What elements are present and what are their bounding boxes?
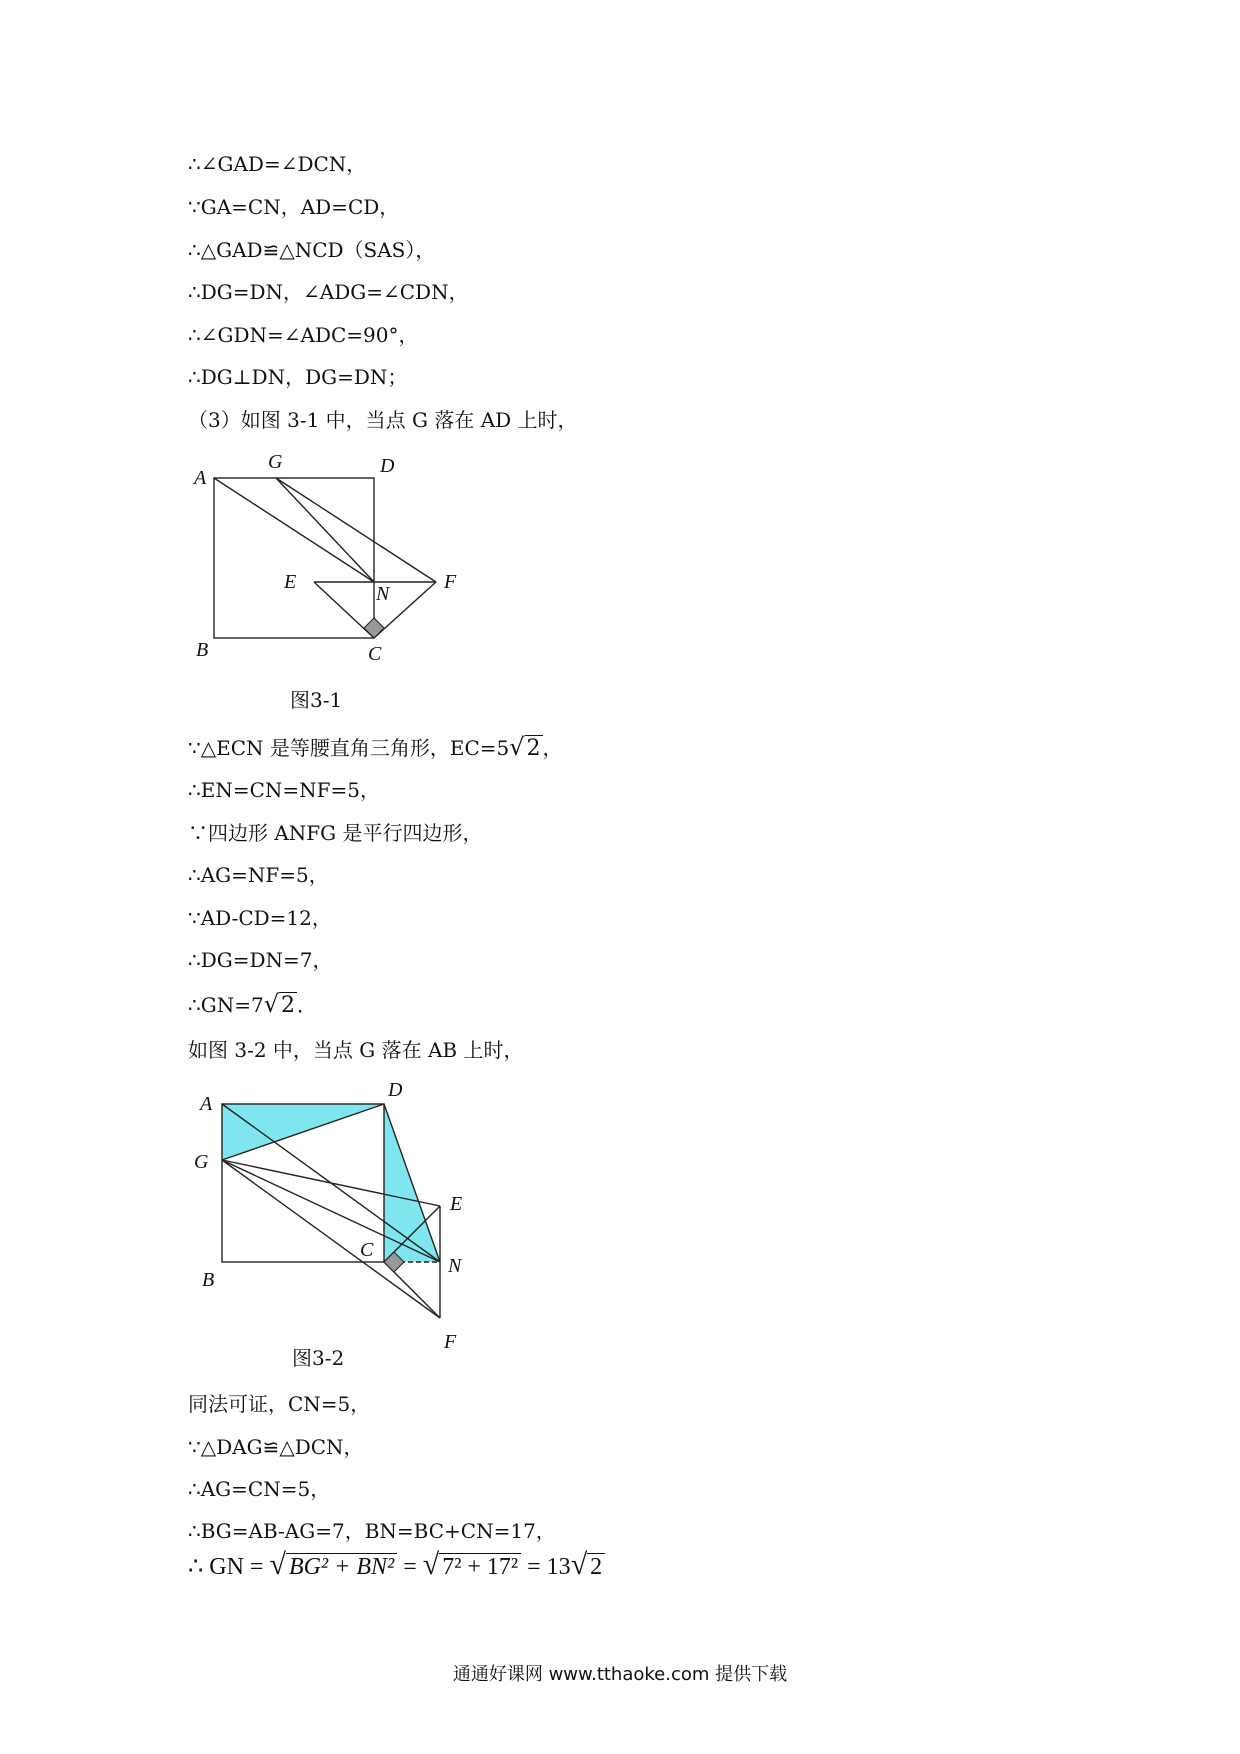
fig1-label-F: F [444,571,457,593]
proof-line-11: ∴AG=NF=5， [188,863,329,887]
fig2-label-B: B [202,1269,215,1291]
page-footer: 通通好课网 www.tthaoke.com 提供下载 [452,1664,788,1685]
proof-line-2: ∵GA=CN，AD=CD， [188,195,400,219]
proof-line-10: ∵四边形 ANFG 是平行四边形， [188,821,483,845]
sqrt-symbol: √ [269,1548,286,1581]
fig2-label-E: E [450,1193,463,1215]
fig2-label-N: N [448,1255,462,1277]
figure-3-2-caption: 图3-2 [292,1346,345,1370]
proof-line-19: ∴BG=AB-AG=7，BN=BC+CN=17， [188,1519,556,1543]
proof-line-12: ∵AD-CD=12， [188,906,332,930]
fig1-label-G: G [268,451,283,473]
fig2-label-C: C [360,1239,374,1261]
part3-intro: （3）如图 3-1 中，当点 G 落在 AD 上时， [188,408,578,432]
proof-line-16: 同法可证，CN=5， [188,1392,371,1416]
sqrt-symbol: √ [263,990,279,1018]
fig1-label-D: D [380,455,395,477]
sqrt-symbol: √ [570,1548,588,1581]
sqrt-symbol: √ [509,733,525,761]
fig2-label-G: G [194,1151,209,1173]
proof-line-5: ∴∠GDN=∠ADC=90°， [188,323,419,347]
proof-line-13: ∴DG=DN=7， [188,948,333,972]
fig1-label-N: N [376,583,390,605]
fig2-label-A: A [200,1093,213,1115]
fig1-label-E: E [284,571,297,593]
fig2-label-F: F [444,1331,457,1353]
proof-line-6: ∴DG⊥DN，DG=DN； [188,365,408,389]
part3-case2-intro: 如图 3-2 中，当点 G 落在 AB 上时， [188,1038,524,1062]
sqrt-symbol: √ [422,1548,440,1581]
fig1-label-C: C [368,643,382,665]
proof-line-8: ∵△ECN 是等腰直角三角形，EC=5√2 ， [188,733,563,761]
proof-line-1: ∴∠GAD=∠DCN， [188,152,367,176]
fig1-label-B: B [196,639,209,661]
proof-line-9: ∴EN=CN=NF=5， [188,778,381,802]
proof-line-18: ∴AG=CN=5， [188,1477,331,1501]
proof-line-17: ∵△DAG≌△DCN， [188,1435,364,1459]
gn-formula: ∴ GN = √ BG² + BN² = √ 7² + 17² = 13√ 2 [188,1548,605,1582]
proof-line-3: ∴△GAD≌△NCD（SAS）， [188,238,436,262]
figure-3-1 [188,450,488,670]
fig2-label-D: D [388,1082,403,1101]
fig1-label-A: A [194,467,207,489]
figure-3-2 [188,1082,488,1362]
proof-line-14: ∴GN=7√2 ． [188,990,317,1018]
figure-3-1-caption: 图3-1 [290,688,343,712]
proof-line-4: ∴DG=DN，∠ADG=∠CDN， [188,280,469,304]
